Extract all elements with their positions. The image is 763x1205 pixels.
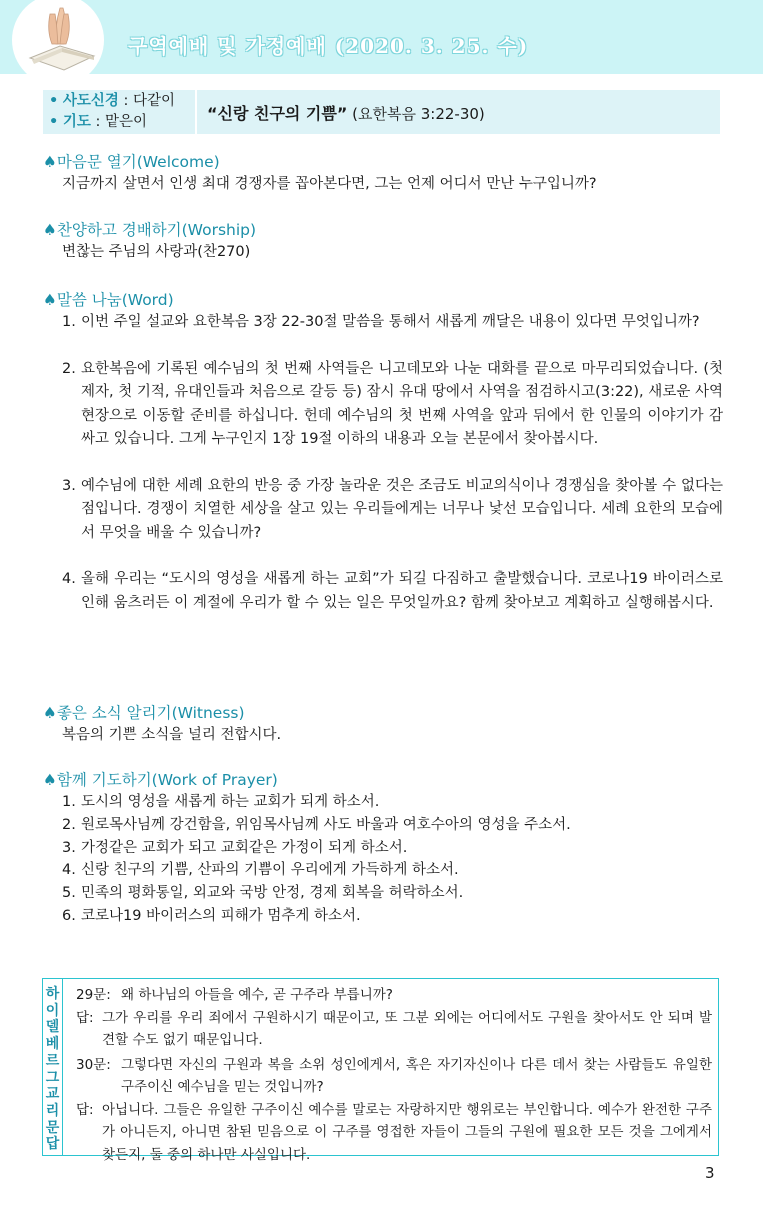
catechism-qa bbox=[76, 984, 712, 1166]
section-heading-worship: ♠찬양하고 경배하기(Worship) bbox=[43, 221, 257, 239]
spade-icon: ♠ bbox=[43, 771, 57, 789]
section-prayer bbox=[43, 769, 733, 928]
section-worship bbox=[43, 219, 733, 265]
catechism-side-label bbox=[43, 979, 63, 1155]
worship-text: 변찮는 주님의 사랑과(찬270) bbox=[62, 244, 251, 260]
question-30: 30문: 그렇다면 자신의 구원과 복을 소위 성인에게서, 혹은 자기자신이나 다른 데서 찾는 사람들도 유일한 구주이신 예수님을 믿는 것입니까? bbox=[76, 1056, 712, 1095]
info-divider bbox=[195, 90, 197, 134]
list-item: 5. 민족의 평화통일, 외교와 국방 안정, 경제 회복을 허락하소서. bbox=[62, 885, 464, 902]
creed-label: 사도신경 bbox=[62, 93, 119, 109]
prayer-label: 기도 bbox=[62, 114, 91, 130]
creed-line: • 사도신경 : 다같이 bbox=[49, 93, 176, 109]
service-info-box bbox=[43, 90, 720, 134]
list-item: 2. 요한복음에 기록된 예수님의 첫 번째 사역들은 니고데모와 나눈 대화를 끝으로 마무리되었습니다. (첫 제자, 첫 기적, 유대인들과 처음으로 갈등 등) 잠시 유대 땅에서 사역을 점검하시고(3:22), 새로운 사역 현장으로 이동할 준비를 하십니다. 헌데 예수님의 첫 번째 사역을 앞과 뒤에서 한 인물의 이야기가 감싸고 있습니다. 그게 누구인지 1장 19절 이하의 내용과 오늘 본문에서 찾아봅시다. bbox=[62, 360, 723, 447]
spade-icon: ♠ bbox=[43, 704, 57, 722]
section-heading-witness: ♠좋은 소식 알리기(Witness) bbox=[43, 704, 245, 722]
answer-29: 답: 그가 우리를 우리 죄에서 구원하시기 때문이고, 또 그분 외에는 어디에서도 구원을 찾아서도 안 되며 발견할 수도 없기 때문입니다. bbox=[76, 1009, 712, 1048]
section-heading-prayer: ♠함께 기도하기(Work of Prayer) bbox=[43, 771, 278, 789]
service-roles bbox=[49, 91, 175, 133]
spade-icon: ♠ bbox=[43, 291, 57, 309]
side-label-char: 문 bbox=[45, 1119, 60, 1136]
list-item: 4. 올해 우리는 “도시의 영성을 새롭게 하는 교회”가 되길 다짐하고 출발했습니다. 코로나19 바이러스로 인해 움츠러든 이 계절에 우리가 할 수 있는 일은 무엇일까요? 함께 찾아보고 계획하고 실행해봅시다. bbox=[62, 571, 723, 611]
spade-icon: ♠ bbox=[43, 221, 57, 239]
list-item: 2. 원로목사님께 강건함을, 위임목사님께 사도 바울과 여호수아의 영성을 주소서. bbox=[62, 816, 571, 833]
answer-30: 답: 아닙니다. 그들은 유일한 구주이신 예수를 말로는 자랑하지만 행위로는 부인합니다. 예수가 완전한 구주가 아니든지, 아니면 참된 믿음으로 이 구주를 영접한 자들이 그들의 구원에 필요한 모든 것을 그에게서 찾든지, 둘 중의 하나만 사실입니다. bbox=[76, 1101, 712, 1163]
sermon-title: “신랑 친구의 기쁨” (요한복음 3:22-30) bbox=[207, 104, 485, 123]
section-welcome bbox=[43, 151, 733, 197]
list-item: 1. 이번 주일 설교와 요한복음 3장 22-30절 말씀을 통해서 새롭게 깨달은 내용이 있다면 무엇입니까? bbox=[62, 314, 700, 330]
bible-prayer-hands-icon bbox=[0, 0, 118, 74]
side-label-char: 이 bbox=[45, 1002, 60, 1019]
spade-icon: ♠ bbox=[43, 153, 57, 171]
list-item: 3. 예수님에 대한 세례 요한의 반응 중 가장 놀라운 것은 조금도 비교의식이나 경쟁심을 찾아볼 수 없다는 점입니다. 경쟁이 치열한 세상을 살고 있는 우리들에게는 너무나 낯선 모습입니다. 세례 요한의 모습에서 무엇을 배울 수 있습니까? bbox=[62, 477, 723, 541]
section-witness bbox=[43, 702, 733, 748]
prayer-line: • 기도 : 맡은이 bbox=[49, 114, 148, 130]
side-label-char: 교 bbox=[45, 1086, 60, 1103]
question-29: 29문: 왜 하나님의 아들을 예수, 곧 구주라 부릅니까? bbox=[76, 987, 393, 1003]
side-label-char: 답 bbox=[45, 1136, 60, 1153]
prayer-value: : 맡은이 bbox=[90, 114, 148, 130]
creed-value: : 다같이 bbox=[118, 93, 176, 109]
header-band bbox=[0, 0, 763, 74]
word-question-list bbox=[62, 311, 723, 615]
witness-text: 복음의 기쁜 소식을 널리 전합시다. bbox=[62, 727, 282, 743]
list-item: 6. 코로나19 바이러스의 피해가 멈추게 하소서. bbox=[62, 907, 361, 924]
list-item: 1. 도시의 영성을 새롭게 하는 교회가 되게 하소서. bbox=[62, 794, 380, 810]
side-label-char: 베 bbox=[45, 1036, 60, 1053]
side-label-char: 하 bbox=[45, 986, 60, 1002]
sermon-reference: (요한복음 3:22-30) bbox=[347, 105, 485, 123]
page-title: 구역예배 및 가정예배 (2020. 3. 25. 수) bbox=[128, 34, 529, 58]
side-label-char: 그 bbox=[45, 1069, 60, 1086]
side-label-char: 델 bbox=[45, 1019, 60, 1036]
page-number: 3 bbox=[705, 1164, 715, 1182]
section-word bbox=[43, 289, 723, 638]
welcome-text: 지금까지 살면서 인생 최대 경쟁자를 꼽아본다면, 그는 언제 어디서 만난 누구입니까? bbox=[62, 176, 597, 192]
side-label-char: 리 bbox=[45, 1102, 60, 1119]
section-heading-welcome: ♠마음문 열기(Welcome) bbox=[43, 153, 220, 171]
prayer-list bbox=[62, 791, 733, 928]
catechism-box bbox=[42, 978, 719, 1163]
side-label-char: 르 bbox=[45, 1052, 60, 1069]
list-item: 3. 가정같은 교회가 되고 교회같은 가정이 되게 하소서. bbox=[62, 839, 408, 856]
list-item: 4. 신랑 친구의 기쁨, 산파의 기쁨이 우리에게 가득하게 하소서. bbox=[62, 862, 459, 879]
section-heading-word: ♠말씀 나눔(Word) bbox=[43, 291, 174, 309]
